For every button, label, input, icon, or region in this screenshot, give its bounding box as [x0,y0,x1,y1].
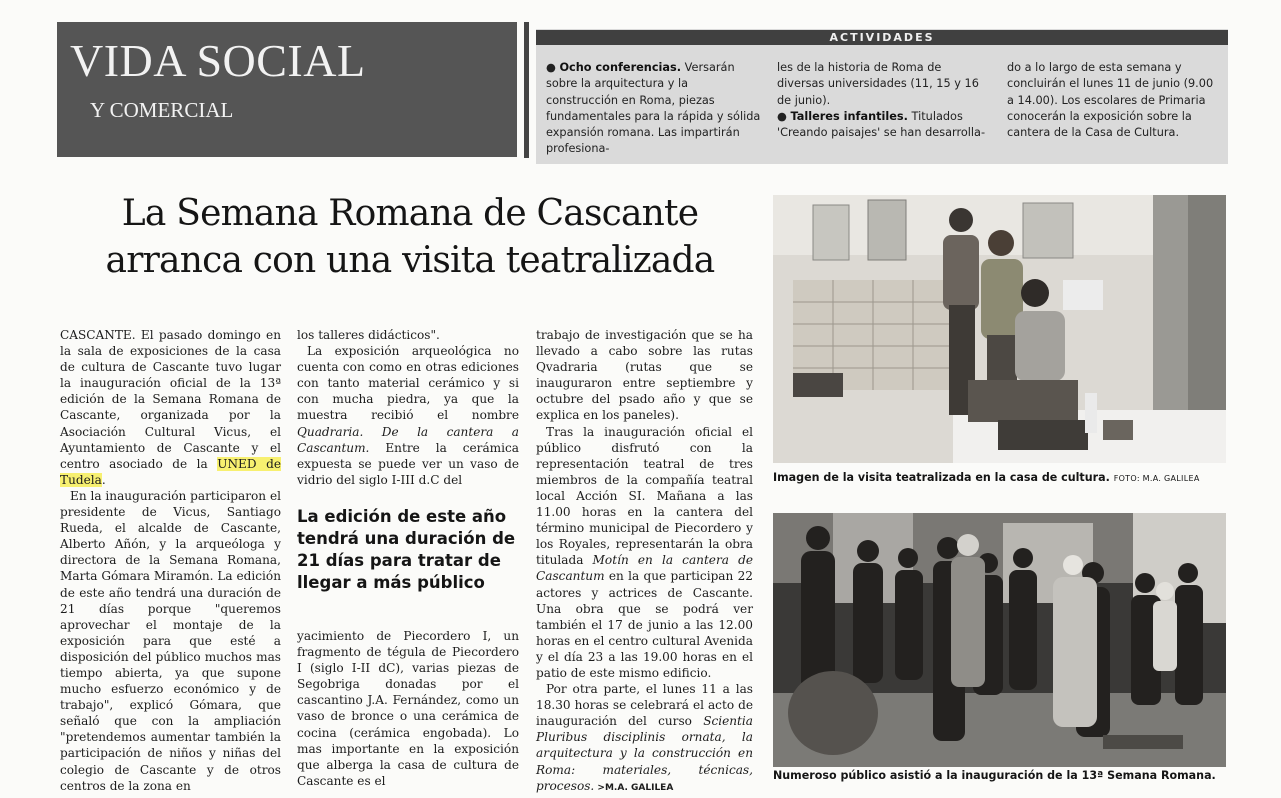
paragraph-text: Entre la cerámica expuesta se puede ver un vaso de vidrio del siglo I-III d.C del [297,440,519,487]
section-subtitle: Y COMERCIAL [90,98,234,122]
pull-quote: La edición de este año tendrá una duración de 21 días para tratar de llegar a más público [297,507,516,592]
author-byline: >M.A. GALILEA [594,782,674,793]
activities-title: ACTIVIDADES [829,31,935,44]
course-title: Scientia Pluribus disciplinis ornata, la arquitectura y la construcción en Roma: materiales, técnicas, procesos. [536,714,753,793]
activity-conferences-cont: les de la historia de Roma de diversas universidades (11, 15 y 16 de junio). [777,61,979,107]
paragraph-text: Tras la inauguración oficial el público disfrutó con la representación teatral de tres miembros de la compañía teatral local Acción SI. Mañana a las 11.00 horas en la cantera del término municipal de Piecordero y los Royales, representarán la obra titulada [536,424,753,568]
play-title: Motín en la cantera de Cascantum [536,553,753,584]
article-column-2-top [297,327,519,488]
photo-caption-2: Numeroso público asistió a la inauguración de la 13ª Semana Romana. [773,769,1216,782]
paragraph: yacimiento de Piecordero I, un fragmento de tégula de Piecordero I (siglo I-II dC), varias piezas de Segobriga donadas por el cascantino J.A. Fernández, como un vaso de bronce o una cerámica de cocina (cerámica engobada). Lo mas importante en la exposición que alberga la casa de cultura de Cascante es el [297,629,519,788]
article-headline: La Semana Romana de Cascante arranca con una visita teatralizada [105,193,715,281]
paragraph-end: . [101,472,106,487]
article-column-1 [60,327,281,794]
caption-text: Imagen de la visita teatralizada en la casa de cultura. [773,471,1110,484]
paragraph-text: La exposición arqueológica no cuenta con como en otras ediciones con tanto material cerámico y si con mucha piedra, ya que la muestra recibió el nombre [297,344,519,423]
section-title: VIDA SOCIAL [70,35,366,86]
highlighted-text: UNED de Tudela [60,456,281,487]
article-column-3 [536,327,753,796]
paragraph: En la inauguración participaron el presidente de Vicus, Santiago Rueda, el alcalde de Cascante, Alberto Añón, y la arqueóloga y directora de la Semana Romana, Marta Gómara Miramón. La edición de este año tendrá una duración de 21 días porque "queremos aprovechar el montaje de la exposición para que esté a disposición del público muchos mas tiempo abierta, ya que supone mucho esfuerzo económico y de trabajo", explicó Gómara, que señaló que con la ampliación "pretendemos aumentar también la participación de niños y niñas del colegio de Cascante y de otros centros de la zona en [60,488,281,793]
paragraph-text: Por otra parte, el lunes 11 a las 18.30 horas se celebrará el acto de inauguración del curso [536,682,753,729]
activity-conferences-text: Versarán sobre la arquitectura y la construcción en Roma, piezas fundamentales para la rápida y sólida expansión romana. Las impartirán profesiona- [546,61,761,156]
activities-col-1: ● Ocho conferencias. Versarán sobre la arquitectura y la construcción en Roma, piezas fundamentales para la rápida y sólida expansión romana. Las impartirán profesiona- [546,61,761,156]
paragraph [297,343,519,488]
activity-workshops-title: Talleres infantiles. [790,109,908,123]
activities-col-3 [1007,60,1222,141]
photo-audience [773,513,1226,767]
paragraph-text: CASCANTE. El pasado domingo en la sala de exposiciones de la casa de cultura de Cascante tuvo lugar la inauguración oficial de la 13ª edición de la Semana Romana de Cascante, organizada por la Asociación Cultural Vicus, el Ayuntamiento de Cascante y el centro asociado de la [60,328,281,471]
section-divider [524,22,529,158]
photo-theatre-visit [773,195,1226,463]
activity-conferences-title: Ocho conferencias. [559,61,682,74]
paragraph [536,681,753,796]
paragraph: los talleres didácticos". [297,328,440,342]
paragraph [536,424,753,682]
photo-caption-1 [773,471,1200,484]
photo-credit: FOTO: M.A. GALILEA [1113,474,1200,483]
exhibition-name: Quadraria. De la cantera a Cascantum. [297,424,519,455]
article-column-2-bottom [297,628,519,789]
paragraph-text: en la que participan 22 actores y actrices de Cascante. Una obra que se podrá ver también el 17 de junio a las 12.00 horas en el centro cultural Avenida y el día 23 a las 19.00 horas en el patio de este mismo edificio. [536,569,753,680]
activities-col-2: les de la historia de Roma de diversas universidades (11, 15 y 16 de junio). ● Talleres infantiles. Titulados 'Creando paisajes' se han desarrolla- [777,61,986,140]
activity-workshops-text: Titulados 'Creando paisajes' se han desarrolla- [777,109,986,140]
paragraph [60,327,281,488]
activity-workshops-cont: do a lo largo de esta semana y concluirán el lunes 11 de junio (9.00 a 14.00). Los escolares de Primaria conocerán la exposición sobre la cantera de la Casa de Cultura. [1007,61,1214,140]
paragraph: trabajo de investigación que se ha llevado a cabo sobre las rutas Qvadraria (rutas que se inauguraron entre septiembre y octubre del psado año y que se explica en los paneles). [536,328,753,423]
